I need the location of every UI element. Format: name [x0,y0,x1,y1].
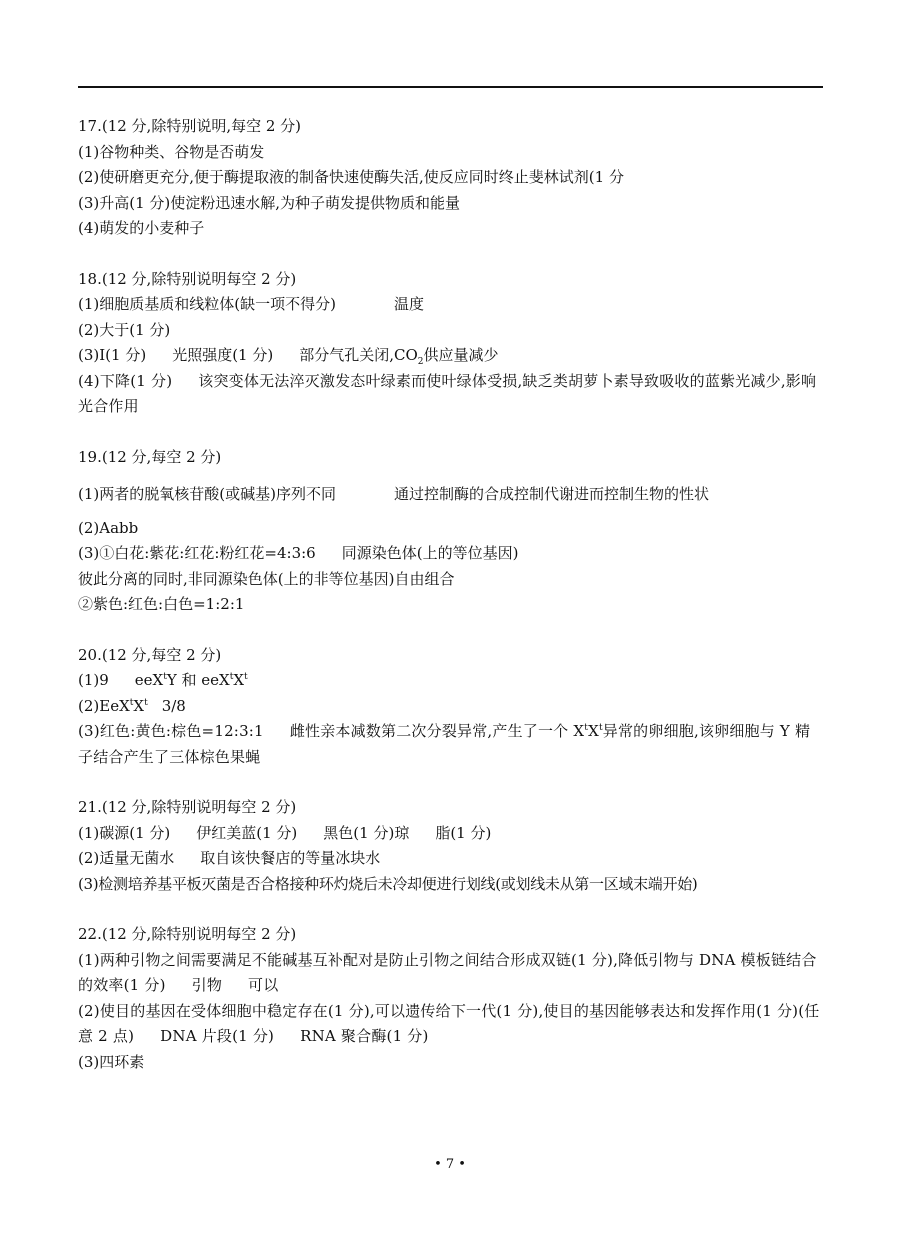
answer-text: (1)碳源(1 分) [78,823,171,842]
answer-line [78,343,823,369]
answer-line [78,482,823,508]
answer-line: 彼此分离的同时,非同源染色体(上的非等位基因)自由组合 [78,569,455,588]
answer-line [78,821,823,847]
genotype: (2)EeX [78,696,130,715]
answer-text: 光照强度(1 分) [172,346,274,364]
answer-text: (3)①白花:紫花:红花:粉红花=4:3:6 [78,544,316,562]
answer-line: (3)四环素 [78,1052,145,1071]
answer-text: 该突变体无法淬灭激发态叶绿素而使叶绿体受损,缺乏类胡萝卜素导致吸收的蓝紫光减少,影响光合作用 [78,371,817,415]
answer-text: X [588,722,599,740]
answer-text: (3)Ⅰ(1 分) [78,346,147,364]
question-17 [78,114,823,242]
superscript: t [244,672,248,682]
answer-text: 部分气孔关闭,CO [299,346,418,364]
question-heading: 17.(12 分,除特别说明,每空 2 分) [78,117,302,135]
answer-line: (2)大于(1 分) [78,320,171,339]
answer-text: 伊红美蓝(1 分) [196,823,298,842]
answer-key [78,114,823,1100]
answer-text: 异常的卵细胞,该卵细胞与 Y 精子结合产生了三体棕色果蝇 [78,722,811,766]
header-rule [78,86,823,88]
answer-text: (2)适量无菌水 [78,849,175,867]
answer-line: ②紫色:红色:白色=1:2:1 [78,595,245,613]
question-heading: 18.(12 分,除特别说明每空 2 分) [78,269,297,288]
question-heading: 22.(12 分,除特别说明每空 2 分) [78,925,297,943]
answer-line: (2)使研磨更充分,便于酶提取液的制备快速使酶失活,使反应同时终止斐林试剂(1 分 [78,168,624,186]
answer-text: (1)9 [78,671,109,689]
answer-line [78,292,823,318]
question-18 [78,267,823,420]
superscript: t [584,723,589,733]
superscript: t [163,672,167,682]
answer-text: (4)下降(1 分) [78,371,173,390]
answer-line [78,719,823,770]
question-21 [78,795,823,897]
answer-line: (4)萌发的小麦种子 [78,219,205,237]
answer-text: 引物 [191,976,223,994]
answer-line: (1)谷物种类、谷物是否萌发 [78,142,265,161]
answer-text: 温度 [393,295,424,313]
answer-text: (3)红色:黄色:棕色=12:3:1 [78,722,264,740]
superscript: t [144,697,148,708]
page-number: • 7 • [434,1157,466,1172]
question-heading: 20.(12 分,每空 2 分) [78,645,222,664]
superscript: t [598,723,603,733]
answer-line [78,846,823,872]
answer-text: (1)细胞质基质和线粒体(缺一项不得分) [78,295,336,313]
answer-line [78,541,823,567]
answer-line [78,694,823,720]
answer-text: (1)两种引物之间需要满足不能碱基互补配对是防止引物之间结合形成双链(1 分),降低引物与 DNA 模板链结合的效率(1 分) [78,950,817,994]
answer-text: 3/8 [161,696,186,715]
answer-text: DNA 片段(1 分) [160,1027,275,1045]
answer-text: RNA 聚合酶(1 分) [300,1027,429,1045]
question-20 [78,643,823,771]
answer-line [78,369,823,420]
question-heading: 21.(12 分,除特别说明每空 2 分) [78,798,297,816]
answer-text: 脂(1 分) [435,823,492,842]
answer-text: 通过控制酶的合成控制代谢进而控制生物的性状 [393,485,709,503]
answer-text: (1)两者的脱氧核苷酸(或碱基)序列不同 [78,485,336,503]
answer-line [78,948,823,999]
answer-text: 雌性亲本减数第二次分裂异常,产生了一个 X [289,722,585,740]
genotype: Y 和 eeX [166,671,230,689]
superscript: t [129,697,134,708]
answer-text: 黑色(1 分)琼 [323,823,410,842]
answer-line: (3)升高(1 分)使淀粉迅速水解,为种子萌发提供物质和能量 [78,193,461,212]
superscript: t [229,672,234,682]
answer-line: (3)检测培养基平板灭菌是否合格接种环灼烧后未冷却便进行划线(或划线未从第一区域末端开始) [78,874,698,893]
question-22 [78,922,823,1075]
answer-text: 取自该快餐店的等量冰块水 [200,849,381,867]
answer-line [78,668,823,694]
genotype: eeX [134,671,164,689]
genotype: X [233,671,245,689]
answer-text: 供应量减少 [423,346,499,364]
answer-text: 可以 [248,976,279,994]
answer-text: (2)使目的基因在受体细胞中稳定存在(1 分),可以遗传给下一代(1 分),使目的基因能够表达和发挥作用(1 分)(任意 2 点) [78,1001,820,1045]
subscript: 2 [417,357,424,367]
answer-line [78,999,823,1050]
answer-line: (2)Aabb [78,518,139,537]
answer-text: 同源染色体(上的等位基因) [341,544,519,562]
genotype: X [133,696,145,715]
question-heading: 19.(12 分,每空 2 分) [78,447,222,466]
question-19 [78,445,823,618]
